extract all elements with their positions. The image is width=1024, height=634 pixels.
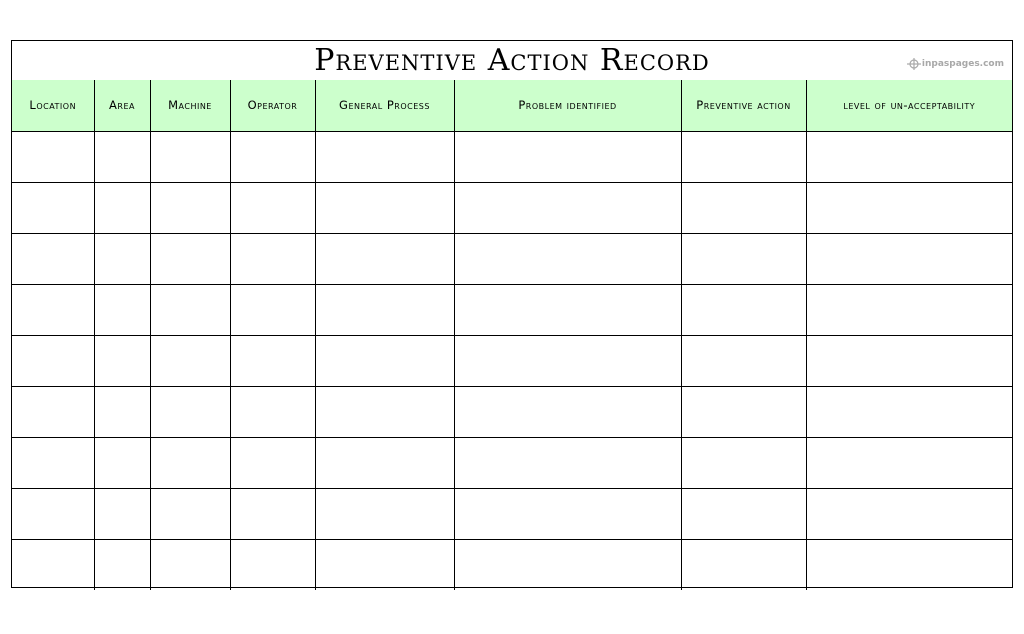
table-cell[interactable] bbox=[150, 182, 230, 233]
watermark-logo-icon bbox=[907, 57, 921, 71]
table-row bbox=[12, 284, 1012, 335]
table-cell[interactable] bbox=[230, 539, 315, 590]
table-cell[interactable] bbox=[150, 488, 230, 539]
watermark-text: inpaspages.com bbox=[921, 59, 1004, 69]
table-cell[interactable] bbox=[681, 386, 806, 437]
table-cell[interactable] bbox=[150, 539, 230, 590]
table-cell[interactable] bbox=[454, 488, 681, 539]
table-cell[interactable] bbox=[150, 437, 230, 488]
record-table bbox=[12, 80, 1012, 590]
table-cell[interactable] bbox=[230, 488, 315, 539]
table-cell[interactable] bbox=[315, 182, 454, 233]
table-cell[interactable] bbox=[94, 131, 150, 182]
table-cell[interactable] bbox=[230, 233, 315, 284]
table-cell[interactable] bbox=[454, 539, 681, 590]
table-cell[interactable] bbox=[12, 284, 94, 335]
title-bar bbox=[12, 41, 1012, 81]
table-cell[interactable] bbox=[806, 488, 1012, 539]
table-cell[interactable] bbox=[150, 386, 230, 437]
table-cell[interactable] bbox=[94, 488, 150, 539]
form-title: Preventive Action Record bbox=[314, 43, 710, 78]
table-cell[interactable] bbox=[681, 233, 806, 284]
table-cell[interactable] bbox=[681, 335, 806, 386]
table-body bbox=[12, 131, 1012, 590]
table-cell[interactable] bbox=[12, 233, 94, 284]
table-cell[interactable] bbox=[806, 539, 1012, 590]
table-cell[interactable] bbox=[315, 437, 454, 488]
column-header-preventive-action: Preventive action bbox=[681, 80, 806, 131]
table-cell[interactable] bbox=[230, 182, 315, 233]
table-cell[interactable] bbox=[230, 437, 315, 488]
table-row bbox=[12, 437, 1012, 488]
table-cell[interactable] bbox=[12, 131, 94, 182]
table-cell[interactable] bbox=[12, 386, 94, 437]
table-cell[interactable] bbox=[315, 284, 454, 335]
table-cell[interactable] bbox=[454, 386, 681, 437]
preventive-action-form bbox=[11, 40, 1013, 588]
table-cell[interactable] bbox=[315, 233, 454, 284]
table-row bbox=[12, 182, 1012, 233]
table-cell[interactable] bbox=[681, 539, 806, 590]
column-header-operator: Operator bbox=[230, 80, 315, 131]
table-row bbox=[12, 488, 1012, 539]
column-header-location: Location bbox=[12, 80, 94, 131]
table-cell[interactable] bbox=[94, 233, 150, 284]
table-cell[interactable] bbox=[806, 386, 1012, 437]
table-cell[interactable] bbox=[806, 335, 1012, 386]
table-cell[interactable] bbox=[12, 488, 94, 539]
table-row bbox=[12, 233, 1012, 284]
table-cell[interactable] bbox=[94, 437, 150, 488]
table-cell[interactable] bbox=[150, 233, 230, 284]
table-cell[interactable] bbox=[806, 437, 1012, 488]
table-cell[interactable] bbox=[315, 539, 454, 590]
table-cell[interactable] bbox=[315, 131, 454, 182]
table-cell[interactable] bbox=[12, 539, 94, 590]
table-cell[interactable] bbox=[150, 131, 230, 182]
table-cell[interactable] bbox=[230, 335, 315, 386]
table-row bbox=[12, 335, 1012, 386]
table-cell[interactable] bbox=[315, 335, 454, 386]
table-cell[interactable] bbox=[94, 182, 150, 233]
header-row bbox=[12, 80, 1012, 131]
table-cell[interactable] bbox=[681, 284, 806, 335]
table-row bbox=[12, 131, 1012, 182]
table-cell[interactable] bbox=[454, 437, 681, 488]
column-header-unacceptability: level of un-acceptability bbox=[806, 80, 1012, 131]
table-cell[interactable] bbox=[150, 335, 230, 386]
watermark bbox=[907, 57, 1004, 71]
column-header-machine: Machine bbox=[150, 80, 230, 131]
table-cell[interactable] bbox=[94, 335, 150, 386]
table-cell[interactable] bbox=[806, 233, 1012, 284]
table-cell[interactable] bbox=[94, 539, 150, 590]
table-cell[interactable] bbox=[454, 131, 681, 182]
table-cell[interactable] bbox=[12, 437, 94, 488]
table-cell[interactable] bbox=[681, 182, 806, 233]
table-cell[interactable] bbox=[315, 386, 454, 437]
column-header-problem-identified: Problem identified bbox=[454, 80, 681, 131]
table-row bbox=[12, 539, 1012, 590]
table-cell[interactable] bbox=[230, 386, 315, 437]
table-cell[interactable] bbox=[454, 233, 681, 284]
table-cell[interactable] bbox=[806, 182, 1012, 233]
table-cell[interactable] bbox=[94, 386, 150, 437]
table-cell[interactable] bbox=[454, 182, 681, 233]
table-row bbox=[12, 386, 1012, 437]
table-cell[interactable] bbox=[230, 284, 315, 335]
table-cell[interactable] bbox=[94, 284, 150, 335]
table-cell[interactable] bbox=[454, 284, 681, 335]
table-cell[interactable] bbox=[315, 488, 454, 539]
table-cell[interactable] bbox=[454, 335, 681, 386]
table-cell[interactable] bbox=[681, 131, 806, 182]
table-cell[interactable] bbox=[230, 131, 315, 182]
table-cell[interactable] bbox=[12, 182, 94, 233]
table-cell[interactable] bbox=[681, 488, 806, 539]
table-cell[interactable] bbox=[806, 284, 1012, 335]
column-header-area: Area bbox=[94, 80, 150, 131]
table-cell[interactable] bbox=[12, 335, 94, 386]
table-cell[interactable] bbox=[681, 437, 806, 488]
table-cell[interactable] bbox=[806, 131, 1012, 182]
column-header-general-process: General Process bbox=[315, 80, 454, 131]
table-cell[interactable] bbox=[150, 284, 230, 335]
